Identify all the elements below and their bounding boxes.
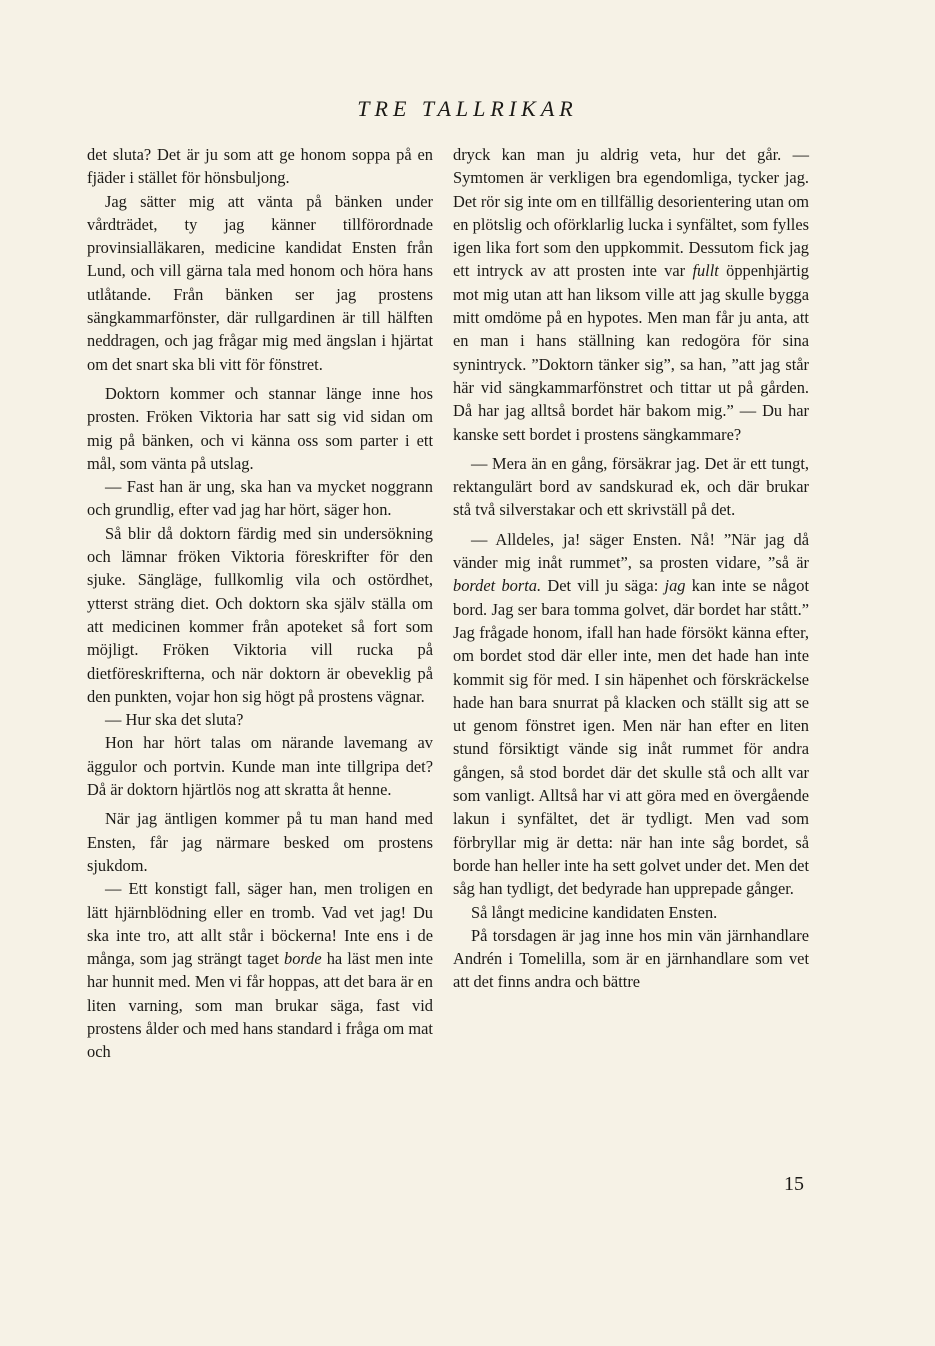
text-run: öppenhjärtig mot mig utan att han liksom ville att jag skulle bygga mitt omdöme på en hypotes. Men man får ju anta, att en man i hans ställning kan redogöra för sina synintryck. ”Doktorn tänker sig”, sa han, ”att jag står här vid sängkammarfönstret och tittar ut på gården. Då har jag alltså bordet här bakom mig.” — Du har kanske sett bordet i prostens sängkammare? (453, 261, 809, 444)
text-run: kan inte se något bord. Jag ser bara tomma golvet, där bordet har stått.” Jag frågade honom, ifall han hade försökt känna efter, om bordet stod där eller inte, men det hade han inte kommit sig för med. I sin häpenhet och förskräckelse hade han bara snurrat på klacken och ställt sig att se ut genom fönstret igen. Men när han efter en liten stund försiktigt vände sig inåt rummet för andra gången, så stod bordet där det skulle stå och allt var som vanligt. Alltså har vi att göra med en övergående lakun i synfältet, det är tydligt. Men vad som förbryllar mig är detta: när han inte såg bordet, så borde han heller inte ha sett golvet under det. Men det såg han tydligt, det bedyrade han upprepade gånger. (453, 576, 809, 899)
text-run: dryck kan man ju aldrig veta, hur det går. — Symtomen är verkligen bra egendomliga, tycker jag. Det rör sig inte om en tillfällig desorientering utan om en plötslig och oförklarlig lucka i synfältet, som fylles igen lika fort som den uppkommit. Dessutom fick jag ett intryck av att prosten inte var (453, 145, 809, 281)
paragraph: Så blir då doktorn färdig med sin undersökning och lämnar fröken Viktoria föreskrifter för den sjuke. Sängläge, fullkomlig vila och ostördhet, ytterst sträng diet. Och doktorn ska själv ställa om att medicinen kommer från apoteket så fort som möjligt. Fröken Viktoria vill rucka på dietföreskrifterna, och när doktorn är obeveklig på den punkten, vojar hon sig högt på prostens vägnar. (87, 523, 433, 706)
paragraph (87, 877, 433, 1063)
paragraph: — Hur ska det sluta? (105, 710, 244, 730)
paragraph (453, 143, 809, 446)
paragraph: Doktorn kommer och stannar länge inne hos prosten. Fröken Viktoria har satt sig vid sidan om mig på bänken, och vi känna oss som parter i ett mål, som vänta på utslag. (87, 383, 433, 473)
running-head: TRE TALLRIKAR (357, 96, 578, 121)
paragraph: Så långt medicine kandidaten Ensten. (471, 902, 718, 922)
text-run: ha läst men inte har hunnit med. Men vi får hoppas, att det bara är en liten varning, som man brukar säga, fast vid prostens ålder och med hans standard i fråga om mat och (87, 949, 433, 1062)
paragraph: När jag äntligen kommer på tu man hand med Ensten, får jag närmare besked om prostens sjukdom. (87, 809, 433, 875)
italic-text: fullt (692, 261, 719, 281)
paragraph: Hon har hört talas om närande lavemang av äggulor och portvin. Kunde man inte tillgripa det? Då är doktorn hjärtlös nog att skratta åt henne. (87, 733, 433, 800)
paragraph (453, 528, 809, 901)
right-column (453, 143, 809, 994)
paragraph: — Fast han är ung, ska han va mycket noggrann och grundlig, efter vad jag har hört, säger hon. (87, 477, 433, 520)
left-column (87, 143, 433, 1064)
text-run: — Alldeles, ja! säger Ensten. Nå! ”När jag då vänder mig inåt rummet”, sa prosten vidare, ”så är (453, 529, 809, 573)
italic-text: jag (664, 576, 686, 596)
paragraph: På torsdagen är jag inne hos min vän järnhandlare Andrén i Tomelilla, som är en järnhandlare som vet att det finns andra och bättre (453, 925, 809, 992)
italic-text: bordet borta. (453, 576, 542, 596)
text-run: — Ett konstigt fall, säger han, men troligen en lätt hjärnblödning eller en tromb. Vad vet jag! Du ska inte tro, att allt står i böckerna! Inte ens i de många, som jag strängt taget (87, 879, 433, 969)
text-run: Det vill ju säga: (541, 576, 665, 596)
paragraph: Jag sätter mig att vänta på bänken under vårdträdet, ty jag känner tillförordnade provinsialläkaren, medicine kandidat Ensten från Lund, och vill gärna tala med honom och höra hans utlåtande. Från bänken ser jag prostens sängkammarfönster, där rullgardinen är till hälften neddragen, och jag frågar mig med ängslan i hjärtat om det snart ska bli vitt för fönstret. (87, 191, 433, 374)
italic-text: borde (284, 949, 322, 969)
page-number: 15 (784, 1173, 804, 1195)
paragraph: det sluta? Det är ju som att ge honom soppa på en fjäder i stället för hönsbuljong. (87, 145, 433, 188)
paragraph: — Mera än en gång, försäkrar jag. Det är ett tungt, rektangulärt bord av sandskurad ek, och där brukar stå två silverstakar och ett skrivställ på det. (453, 453, 809, 520)
